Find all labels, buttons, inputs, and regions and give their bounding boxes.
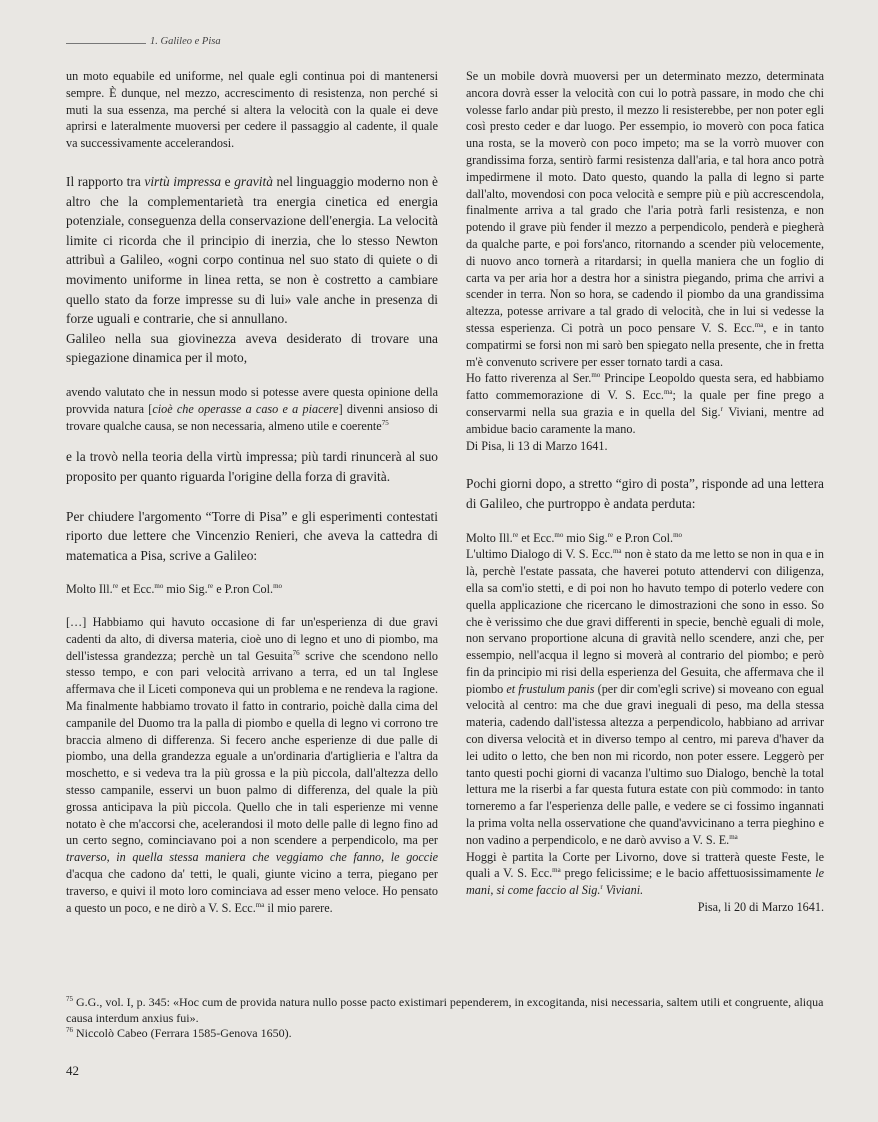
text-span: d'acqua che cadono da' tetti, le quali, giunte vicino a terra, piegano per traverso, e quivi il moto loro cominciava ad esser meno veloce. Ho pensato a questo un poco, e ne dirò a V. S. Ecc.	[66, 867, 438, 915]
left-paragraph-3: Galileo nella sua giovinezza aveva desiderato di trovare una spiegazione dinamica per il moto,	[66, 330, 438, 366]
text-span: scrive che scendono nello stesso tempo, e con pari velocità arrivano a terra, ed un tal Inglese affermava che il Liceti componeva qui un problema e ne rendeva la ragione. Ma finalmente habbiamo trovato il fatto in contrario, poichè dalla cima del campanile del Duomo tra la palla di piombo e quella di legno vi corrono tre braccia almeno di differenza. Si fecero anche esperienze di due palle di piombo, una della grandezza eguale a un'ordinaria d'artiglieria e l'altra da moschetto, e si vedeva tra la più grossa e la più piccola, dall'altezza dello stesso campanile, esservi un buon palmo di differenza, del quale la più grossa anticipava la più piccola. Quello che in tali esperienze mi venne notato è che m'accorsi che, acelerandosi il moto delle palle di legno fino ad un certo segno, cominciavano poi a non scendere a perpendicolo, ma per	[66, 648, 438, 848]
footnote-75	[66, 995, 826, 1026]
superscript: re	[607, 530, 614, 539]
right-letter-body	[466, 546, 824, 848]
footnotes	[66, 995, 826, 1042]
footnote-number: 76	[66, 1026, 73, 1034]
text-span: et Ecc.	[518, 530, 555, 545]
running-head	[66, 36, 221, 47]
right-salutation	[466, 530, 824, 547]
text-span: […] Habbiamo qui havuto occasione di far un'esperienza di due gravi cadenti da alto, di diversa materia, cioè uno di legno et uno di piombo, ma dell'istessa grandezza; perchè un tal Gesuita	[66, 615, 438, 663]
right-letter-closing-paragraph	[466, 849, 824, 899]
text-span: L'ultimo Dialogo di V. S. Ecc.	[466, 547, 613, 562]
footnote-ref-75[interactable]: 75	[381, 418, 389, 427]
italic-term: Viviani.	[602, 883, 644, 898]
footnote-number: 75	[66, 995, 73, 1003]
header-rule	[66, 43, 146, 44]
text-span: (per dir com'egli scrive) si moveano con egual velocità al centro: ma che due gravi ineguali di peso, ma della stessa materia, cadendo dall'istessa altezza a perpendicolo, habbiano ad arrivar con diversa velocità et in diverso tempo al centro, mi pareva d'haver da lei udito o letto, che ben non mi ricordo, non poter essere. Leggerò per tanto questi pochi giorni di vacanza l'ultimo suo Dialogo, benchè la total lettura me la riserbi a far questa futura estate con più commodo: in tanto torneremo a far l'esperienza delle palle, e vedere se ci fossimo ingannati la prima volta nella osservatione che quand'avvicinano a terra pieghino e non vadino a perpendicolo, e ne darò avviso a V. S. E.	[466, 681, 824, 847]
text-span: e P.ron Col.	[213, 582, 274, 597]
text-span: mio Sig.	[563, 530, 608, 545]
text-span: avendo valutato che in nessun modo si potesse avere questa opinione della provvida natura [	[66, 384, 438, 416]
text-span: Il rapporto tra	[66, 173, 145, 189]
text-span: Molto Ill.	[66, 582, 113, 597]
text-span: Hoggi è partita la Corte per Livorno, dove si tratterà queste Feste, le quali a V. S. Ecc.	[466, 849, 824, 881]
running-head-text: 1. Galileo e Pisa	[150, 36, 221, 47]
italic-term: virtù impressa	[144, 173, 222, 189]
text-span: ] divenni ansioso di trovare qualche causa, se non necessaria, almeno utile e coerente	[66, 401, 438, 433]
left-block-quote	[66, 384, 438, 434]
superscript: ma	[552, 866, 561, 875]
right-letter-date-1: Di Pisa, li 13 di Marzo 1641.	[466, 438, 608, 453]
left-paragraph-2	[66, 172, 438, 329]
text-span: Molto Ill.	[466, 530, 513, 545]
text-span: e P.ron Col.	[613, 530, 674, 545]
page-number: 42	[66, 1063, 79, 1078]
superscript: r	[720, 404, 723, 413]
italic-term: et frustulum panis	[506, 681, 595, 696]
text-span: Viviani, mentre ad ambidue bacio caramente la mano.	[466, 404, 824, 436]
text-span: mio Sig.	[163, 582, 208, 597]
superscript: ma	[729, 832, 738, 841]
superscript: mo	[591, 371, 601, 380]
italic-term: le mani, si come faccio al Sig.	[466, 866, 824, 898]
superscript: r	[600, 883, 603, 892]
text-span: Ho fatto riverenza al Ser.	[466, 371, 592, 386]
italic-term: cioè che operasse a caso e a piacere	[152, 401, 339, 416]
right-letter-paragraph-2	[466, 370, 824, 437]
superscript: ma	[754, 320, 764, 329]
footnote-76	[66, 1026, 826, 1042]
left-letter-body	[66, 614, 438, 916]
superscript: re	[512, 530, 519, 539]
italic-term: gravità	[234, 173, 273, 189]
footnote-text: G.G., vol. I, p. 345: «Hoc cum de provida natura nullo posse pacto existimari pependerem, in excogitanda, nisi necessaria, saltem utili et congruente, aliqua causa interdum anxius fui».	[66, 995, 824, 1025]
superscript: re	[112, 582, 119, 591]
superscript: ma	[612, 547, 622, 556]
superscript: mo	[154, 582, 164, 591]
superscript: mo	[554, 530, 564, 539]
text-span: ; la quale per fine prego a conservarmi nella sua grazia e in quella del Sig.	[466, 388, 824, 419]
superscript: mo	[673, 530, 683, 539]
text-span: Se un mobile dovrà muoversi per un determinato mezzo, determinata ancora dovrà esser la velocità con cui lo potrà passare, in modo che chi volesse farlo andar più presto, il mezzo li resisterebbe, per non poter egli così presto ceder e dar luogo. Per essempio, io moverò con poca fatica una rosta, se la moverò con poco impeto; ma se la vorrò muover con grandissima forza, sentirò farmi resistenza dall'aria, e tal hora anco potrà impedirmene il moto. Dato questo, quando la palla di legno si parte dall'alto, movendosi con poca velocità e sempre più e più accrescendola, finalmente arriva a tal grado che l'aria potrà farli resistenza, e non potendo il grave più fender il mezzo a perpendicolo, penderà e piegherà da qualche parte, e poi fors'anco, ritornando a scender più velocemente, di nuovo anco tornerà a ritardarsi; in quella maniera che un foglio di carta va per aria hor a destra hor a sinistra piegando, prima che arrivi a scender in terra. Non so hora, se cadendo il piombo da una grandissima altezza, potesse arrivare a tal grado di velocità, che in lui si vedesse la stessa esperienza. Ci potrà un poco pensare V. S. Ecc.	[466, 69, 824, 335]
italic-term: traverso, in quella stessa maniera che veggiamo che fanno, le goccie	[66, 850, 438, 865]
superscript: re	[207, 582, 214, 591]
left-salutation	[66, 581, 438, 598]
right-letter-paragraph-1	[466, 68, 824, 370]
footnote-ref-76[interactable]: 76	[292, 648, 300, 657]
left-paragraph-4: e la trovò nella teoria della virtù impressa; più tardi rinuncerà al suo proposito per quanto riguarda l'origine della forza di gravità.	[66, 449, 438, 484]
left-paragraph-1: un moto equabile ed uniforme, nel quale egli continua poi di mantenersi sempre. È dunque, nel mezzo, accrescimento di resistenza, non perché si muti la sua essenza, ma perché si altera la velocità con la quale ei deve aprirsi e lateralmente muoversi per cedere il passaggio al cadente, il quale va successivamente accelerandosi.	[66, 69, 438, 151]
left-paragraph-5: Per chiudere l'argomento “Torre di Pisa” e gli esperimenti contestati riporto due lettere che Vincenzio Renieri, che aveva la cattedra di matematica a Pisa, scrive a Galileo:	[66, 508, 438, 563]
text-span: il mio parere.	[264, 900, 333, 915]
text-span: Principe Leopoldo questa sera, ed habbiamo fatto commemorazione di V. S. Ecc.	[466, 371, 824, 403]
right-paragraph-intro: Pochi giorni dopo, a stretto “giro di posta”, risponde ad una lettera di Galileo, che purtroppo è andata perduta:	[466, 476, 824, 511]
text-span: et Ecc.	[118, 582, 155, 597]
right-letter-date-2: Pisa, li 20 di Marzo 1641.	[697, 900, 824, 915]
text-span: non è stato da me letto se non in qua e in là, perchè l'estate passata, che haverei potuto attendervi con diligenza, ella sa com'io stetti, e di poi non ho havuto tempo di poterlo vedere con quella applicazione che ricercano le dimostrazioni che sono in esso. So che è verissimo che due gravi differenti in specie, benchè eguali di mole, non servano proportione alcuna di gravità nello scendere, anzi che, per essempio, nell'acqua il legno si moverà al contrario del piombo; e però fin da principio mi risi della esperienza del Gesuita, che affermava che il piombo	[466, 547, 824, 696]
left-column	[66, 68, 438, 916]
superscript: mo	[273, 582, 283, 591]
text-span: , e in tanto compatirmi se forsi non mi sarò ben spiegato nella presente, che in fretta m'è convenuto scrivere per esser tornato tardi a casa.	[466, 320, 824, 369]
text-span: nel linguaggio moderno non è altro che la complementarietà tra energia cinetica ed energia potenziale, conseguenza della conservazione dell'energia. La velocità limite ci ricorda che il principio di inerzia, che lo stesso Newton attribuì a Galileo, «ogni corpo continua nel suo stato di quiete o di movimento uniforme in linea retta, se non è costretto a cambiare quello stato da forze impresse su di lui» vale anche in presenza di forze uguali e contrarie, che si annullano.	[66, 173, 439, 327]
text-span: e	[221, 173, 235, 189]
text-span: prego felicissime; e le bacio affettuosissimamente	[560, 866, 816, 881]
superscript: ma	[255, 900, 265, 909]
right-column	[466, 68, 824, 916]
footnote-text: Niccolò Cabeo (Ferrara 1585-Genova 1650).	[73, 1026, 292, 1040]
superscript: ma	[663, 388, 673, 397]
